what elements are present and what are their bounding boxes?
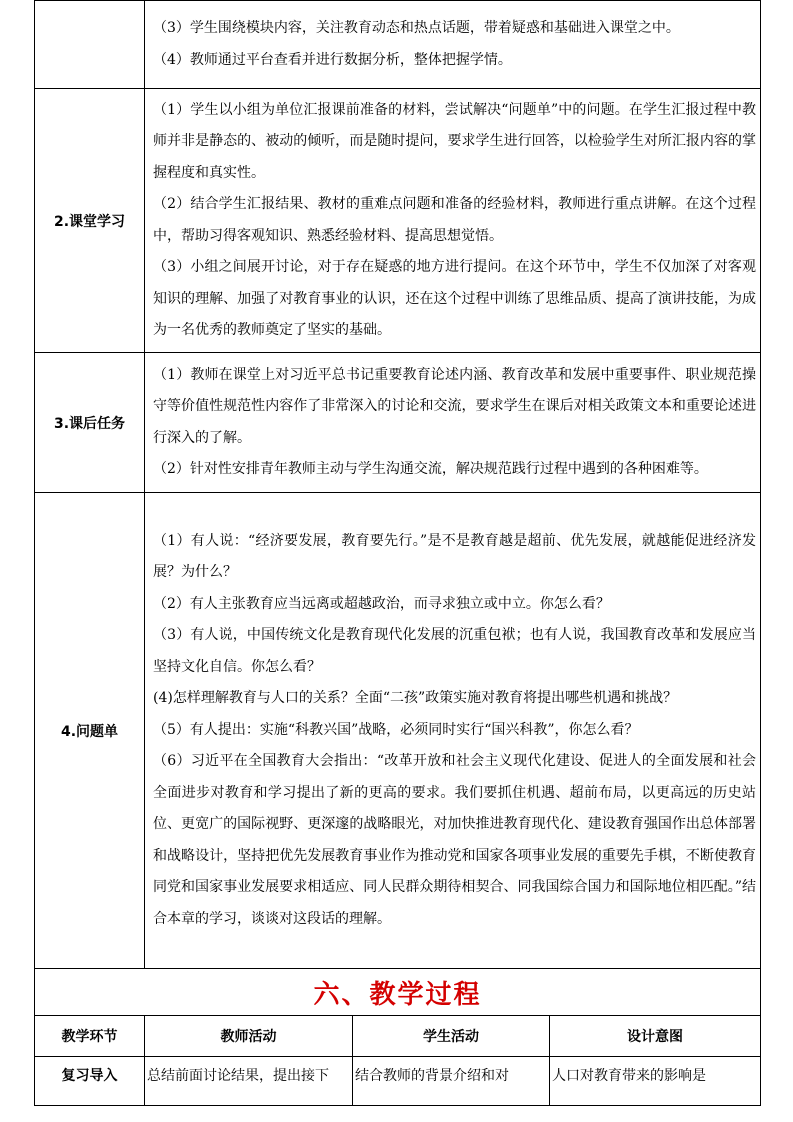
document-page (34, 0, 760, 1090)
paragraph: （5）有人提出：实施“科教兴国”战略，必须同时实行“国兴科教”，你怎么看？ (153, 721, 639, 738)
paragraph: （3）有人说，中国传统文化是教育现代化发展的沉重包袱；也有人说，我国教育改革和发展应当坚持文化自信。你怎么看？ (153, 627, 756, 675)
row-content (145, 1, 761, 89)
header-student-activity: 学生活动 (353, 1016, 550, 1057)
teacher-activity-cell (145, 1057, 353, 1106)
row-label: 2.课堂学习 (35, 89, 145, 353)
section-title-cell (35, 969, 761, 1016)
stage-review-intro (35, 1057, 145, 1106)
design-intent-text: 人口对教育带来的影响是 (552, 1068, 706, 1084)
student-activity-text: 结合教师的背景介绍和对 (355, 1068, 509, 1084)
header-teaching-stage: 教学环节 (35, 1016, 145, 1057)
row-content (145, 493, 761, 969)
row-classroom-learning (35, 89, 761, 353)
row-preclass-continued (35, 1, 761, 89)
design-intent-cell (550, 1057, 761, 1106)
row-label: 4.问题单 (35, 493, 145, 969)
stage-label: 复习导入 (61, 1068, 118, 1084)
header-teacher-activity: 教师活动 (145, 1016, 353, 1057)
teaching-process-table (34, 968, 761, 1106)
paragraph: （1）教师在课堂上对习近平总书记重要教育论述内涵、教育改革和发展中重要事件、职业规范操守等价值性规范性内容作了非常深入的讨论和交流，要求学生在课后对相关政策文本和重要论述进行深入的了解。 (153, 366, 756, 446)
paragraph: (4)怎样理解教育与人口的关系？全面“二孩”政策实施对教育将提出哪些机遇和挑战？ (153, 690, 678, 707)
teacher-activity-text: 总结前面讨论结果，提出接下 (147, 1068, 329, 1084)
row-after-class-tasks (35, 353, 761, 493)
header-design-intent: 设计意图 (550, 1016, 761, 1057)
paragraph: （3）小组之间展开讨论，对于存在疑惑的地方进行提问。在这个环节中，学生不仅加深了对客观知识的理解、加强了对教育事业的认识，还在这个过程中训练了思维品质、提高了演讲技能，为成为一名优秀的教师奠定了坚实的基础。 (153, 259, 756, 338)
row-content (145, 353, 761, 493)
paragraph: （2）针对性安排青年教师主动与学生沟通交流，解决规范践行过程中遇到的各种困难等。 (153, 461, 708, 477)
section-title: 六、教学过程 (313, 979, 482, 1010)
paragraph: （4）教师通过平台查看并进行数据分析，整体把握学情。 (153, 51, 512, 68)
row-content (145, 89, 761, 353)
row-question-list (35, 493, 761, 969)
paragraph: （1）学生以小组为单位汇报课前准备的材料，尝试解决“问题单”中的问题。在学生汇报过程中教师并非是静态的、被动的倾听，而是随时提问，要求学生进行回答，以检验学生对所汇报内容的掌握程度和真实性。 (153, 101, 756, 181)
row-label: 3.课后任务 (35, 353, 145, 493)
paragraph: （2）结合学生汇报结果、教材的重难点问题和准备的经验材料，教师进行重点讲解。在这个过程中，帮助习得客观知识、熟悉经验材料、提高思想觉悟。 (153, 196, 756, 244)
paragraph: （2）有人主张教育应当远离或超越政治，而寻求独立或中立。你怎么看？ (153, 595, 610, 612)
paragraph: （6）习近平在全国教育大会指出：“改革开放和社会主义现代化建设、促进人的全面发展和社会全面进步对教育和学习提出了新的更高的要求。我们要抓住机遇、超前布局，以更高远的历史站位、更宽广的国际视野、更深邃的战略眼光，对加快推进教育现代化、建设教育强国作出总体部署和战略设计，坚持把优先发展教育事业作为推动党和国家各项事业发展的重要先手棋，不断使教育同党和国家事业发展要求相适应、同人民群众期待相契合、同我国综合国力和国际地位相匹配。”结合本章的学习，谈谈对这段话的理解。 (153, 753, 756, 927)
student-activity-cell (353, 1057, 550, 1106)
paragraph: （1）有人说：“经济要发展，教育要先行。”是不是教育越是超前、优先发展，就越能促进经济发展？为什么？ (153, 532, 756, 581)
lesson-plan-table (34, 0, 761, 969)
row-label (35, 1, 145, 89)
paragraph: （3）学生围绕模块内容，关注教育动态和热点话题，带着疑惑和基础进入课堂之中。 (153, 20, 680, 36)
